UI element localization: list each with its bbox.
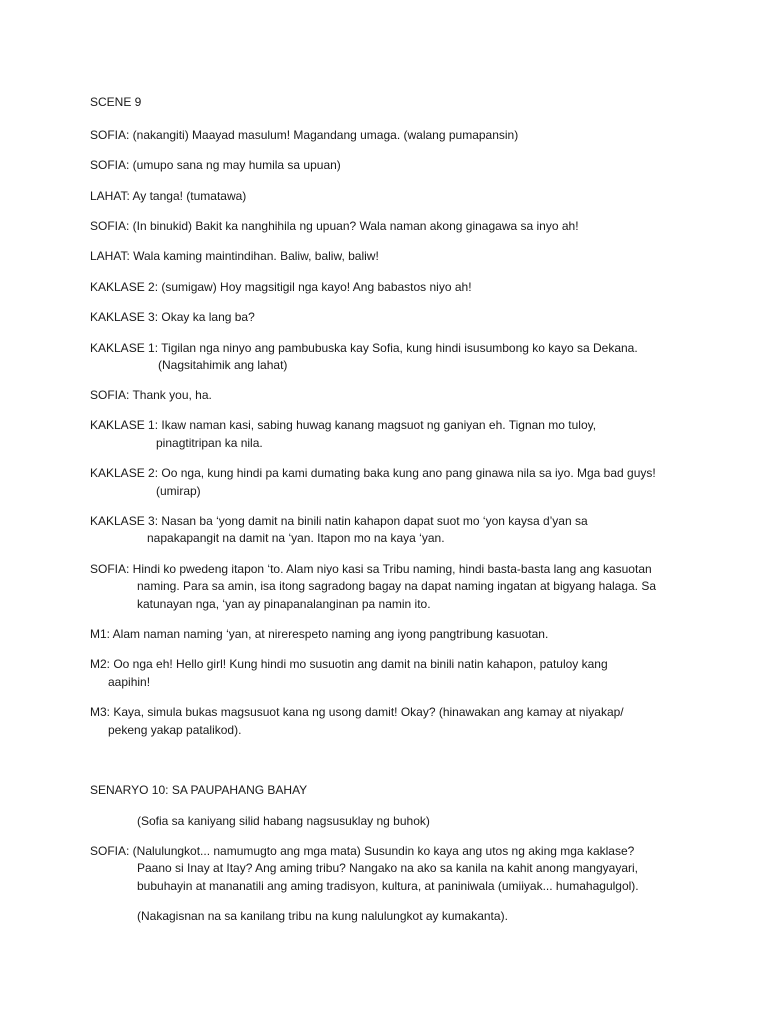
scene-heading: SCENE 9 [90,95,142,109]
dialogue-continuation: aapihin! [108,675,151,689]
dialogue-line: KAKLASE 1: Ikaw naman kasi, sabing huwag kanang magsuot ng ganiyan eh. Tignan mo tuloy, [90,418,597,432]
scene-heading: SENARYO 10: SA PAUPAHANG BAHAY [90,783,308,797]
dialogue-continuation: bubuhayin at mananatili ang aming tradisyon, kultura, at paniniwala (umiiyak... humahagulgol). [137,879,639,893]
dialogue-line: SOFIA: (In binukid) Bakit ka nanghihila ng upuan? Wala naman akong ginagawa sa inyo ah! [90,219,579,233]
dialogue-line: KAKLASE 3: Nasan ba ‘yong damit na binili natin kahapon dapat suot mo ‘yon kaysa d’yan sa [90,514,588,528]
stage-direction: (Nakagisnan na sa kanilang tribu na kung nalulungkot ay kumakanta). [137,909,508,923]
dialogue-line: SOFIA: (nakangiti) Maayad masulum! Magandang umaga. (walang pumapansin) [90,128,519,142]
stage-direction: (Nagsitahimik ang lahat) [158,358,288,372]
dialogue-line: SOFIA: Thank you, ha. [90,388,212,402]
dialogue-continuation: napakapangit na damit na ‘yan. Itapon mo na kaya ‘yan. [147,531,445,545]
dialogue-line: LAHAT: Wala kaming maintindihan. Baliw, baliw, baliw! [90,249,379,263]
dialogue-continuation: pekeng yakap patalikod). [108,723,242,737]
dialogue-line: KAKLASE 1: Tigilan nga ninyo ang pambubuska kay Sofia, kung hindi isusumbong ko kayo sa Dekana. [90,341,638,355]
dialogue-continuation: Paano si Inay at Itay? Ang aming tribu? Nangako na ako sa kanila na kahit anong mangyayari, [137,861,638,875]
dialogue-line: LAHAT: Ay tanga! (tumatawa) [90,189,247,203]
stage-direction: (Sofia sa kaniyang silid habang nagsusuklay ng buhok) [137,814,430,828]
dialogue-continuation: katunayan nga, ‘yan ay pinapanalanginan pa namin ito. [137,597,431,611]
dialogue-line: KAKLASE 2: Oo nga, kung hindi pa kami dumating baka kung ano pang ginawa nila sa iyo. Mga bad guys! [90,466,656,480]
dialogue-continuation: naming. Para sa amin, isa itong sagradong bagay na dapat naming ingatan at bigyang halaga. Sa [137,579,657,593]
dialogue-line: KAKLASE 2: (sumigaw) Hoy magsitigil nga kayo! Ang babastos niyo ah! [90,280,472,294]
stage-direction: (umirap) [156,484,201,498]
dialogue-line: SOFIA: (Nalulungkot... namumugto ang mga mata) Susundin ko kaya ang utos ng aking mga kaklase? [90,844,635,858]
dialogue-line: M1: Alam naman naming ‘yan, at nirerespeto naming ang iyong pangtribung kasuotan. [90,627,549,641]
dialogue-line: KAKLASE 3: Okay ka lang ba? [90,310,255,324]
dialogue-line: M2: Oo nga eh! Hello girl! Kung hindi mo susuotin ang damit na binili natin kahapon, patuloy kang [90,657,608,671]
dialogue-line: SOFIA: (umupo sana ng may humila sa upuan) [90,158,341,172]
dialogue-continuation: pinagtitripan ka nila. [156,436,263,450]
dialogue-line: SOFIA: Hindi ko pwedeng itapon ‘to. Alam niyo kasi sa Tribu naming, hindi basta-basta lang ang kasuotan [90,562,652,576]
dialogue-line: M3: Kaya, simula bukas magsusuot kana ng usong damit! Okay? (hinawakan ang kamay at niyakap/ [90,705,624,719]
